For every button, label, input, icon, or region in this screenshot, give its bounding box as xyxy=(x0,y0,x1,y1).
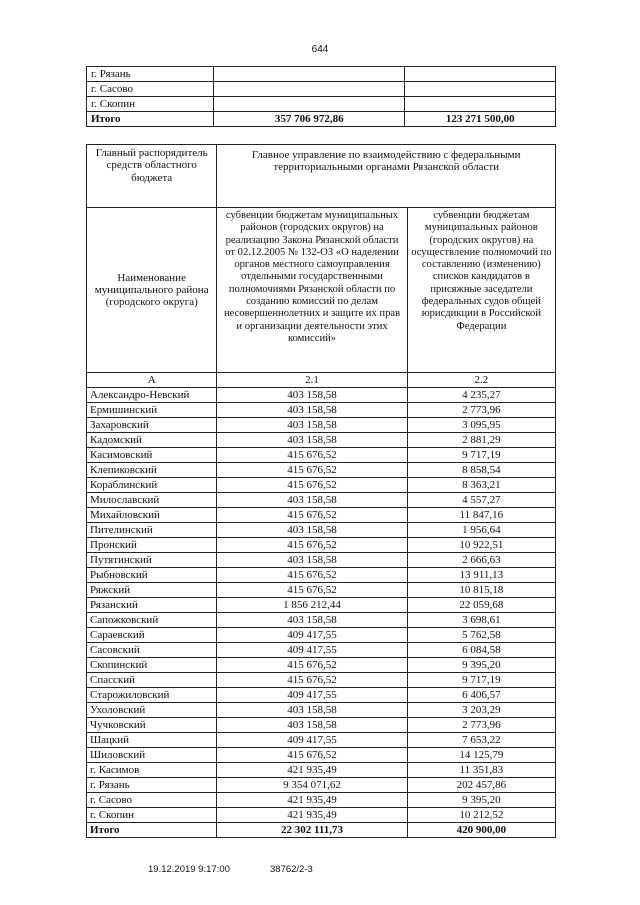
table-row xyxy=(87,733,556,748)
value-col1: 409 417,55 xyxy=(217,643,407,658)
district-name: Михайловский xyxy=(87,508,217,523)
value-col1: 421 935,49 xyxy=(217,793,407,808)
table-row xyxy=(87,643,556,658)
value-col2: 11 847,16 xyxy=(407,508,555,523)
table-row xyxy=(87,403,556,418)
value-col1: 415 676,52 xyxy=(217,478,407,493)
value-col2: 11 351,83 xyxy=(407,763,555,778)
table-row xyxy=(87,538,556,553)
district-name: Шацкий xyxy=(87,733,217,748)
value-col2: 3 095,95 xyxy=(407,418,555,433)
district-name: Касимовский xyxy=(87,448,217,463)
value-col2: 13 911,13 xyxy=(407,568,555,583)
value-col1: 403 158,58 xyxy=(217,703,407,718)
value-col1: 403 158,58 xyxy=(217,553,407,568)
district-name: Путятинский xyxy=(87,553,217,568)
col1-description: субвенции бюджетам муниципальных районов (городских округов) на реализацию Закона Рязанской области от 02.12.2005 № 132-ОЗ «О наделении органов местного самоуправления отдельными государственными полномочиями Рязанской области по созданию комиссий по делам несовершеннолетних и защите их прав и организации деятельности этих комиссий» xyxy=(217,208,407,373)
value-col1: 403 158,58 xyxy=(217,403,407,418)
table-row xyxy=(87,388,556,403)
table-row xyxy=(87,448,556,463)
value-col2: 2 881,29 xyxy=(407,433,555,448)
page-number: 644 xyxy=(311,44,329,55)
district-name: г. Рязань xyxy=(87,778,217,793)
district-name: Сапожковский xyxy=(87,613,217,628)
index-a: А xyxy=(87,373,217,388)
total-col1: 22 302 111,73 xyxy=(217,823,407,838)
value-col1 xyxy=(213,67,404,82)
table-row xyxy=(87,658,556,673)
table-row xyxy=(87,703,556,718)
table-row xyxy=(87,67,556,82)
district-name: Захаровский xyxy=(87,418,217,433)
total-label: Итого xyxy=(87,112,214,127)
value-col2: 6 406,57 xyxy=(407,688,555,703)
value-col2: 9 395,20 xyxy=(407,793,555,808)
value-col2: 6 084,58 xyxy=(407,643,555,658)
table-row xyxy=(87,748,556,763)
district-name: г. Сасово xyxy=(87,793,217,808)
value-col2: 3 698,61 xyxy=(407,613,555,628)
table-row xyxy=(87,463,556,478)
footer-doc-id: 38762/2-3 xyxy=(270,864,313,875)
district-label: Наименование муниципального района (городского округа) xyxy=(87,208,217,373)
total-label: Итого xyxy=(87,823,217,838)
table-row xyxy=(87,628,556,643)
table-row xyxy=(87,808,556,823)
index-2-2: 2.2 xyxy=(407,373,555,388)
value-col2: 8 858,54 xyxy=(407,463,555,478)
value-col1: 409 417,55 xyxy=(217,628,407,643)
value-col2 xyxy=(405,82,556,97)
value-col1: 403 158,58 xyxy=(217,718,407,733)
district-name: Ряжский xyxy=(87,583,217,598)
district-name: Пронский xyxy=(87,538,217,553)
table-row xyxy=(87,82,556,97)
top-table-body xyxy=(87,67,556,127)
district-name: Сасовский xyxy=(87,643,217,658)
value-col1: 421 935,49 xyxy=(217,763,407,778)
value-col1: 403 158,58 xyxy=(217,523,407,538)
table-row xyxy=(87,793,556,808)
top-continuation-table xyxy=(86,66,556,127)
table-row xyxy=(87,778,556,793)
distributor-value: Главное управление по взаимодействию с федеральными территориальными органами Рязанской области xyxy=(217,145,556,208)
district-name: Шиловский xyxy=(87,748,217,763)
district-name: Скопинский xyxy=(87,658,217,673)
district-name: Ермишинский xyxy=(87,403,217,418)
value-col1: 415 676,52 xyxy=(217,448,407,463)
table-row xyxy=(87,523,556,538)
value-col1 xyxy=(213,82,404,97)
value-col2: 14 125,79 xyxy=(407,748,555,763)
value-col2: 202 457,86 xyxy=(407,778,555,793)
value-col2: 9 717,19 xyxy=(407,673,555,688)
table-row xyxy=(87,613,556,628)
value-col1: 415 676,52 xyxy=(217,508,407,523)
table-row xyxy=(87,763,556,778)
index-2-1: 2.1 xyxy=(217,373,407,388)
district-name: Спасский xyxy=(87,673,217,688)
value-col1: 415 676,52 xyxy=(217,538,407,553)
district-name: Клепиковский xyxy=(87,463,217,478)
value-col2: 9 395,20 xyxy=(407,658,555,673)
district-name: г. Касимов xyxy=(87,763,217,778)
distributor-label: Главный распорядитель средств областного бюджета xyxy=(87,145,217,208)
district-name: Старожиловский xyxy=(87,688,217,703)
table-row xyxy=(87,673,556,688)
district-name: Ухоловский xyxy=(87,703,217,718)
district-name: Кораблинский xyxy=(87,478,217,493)
district-name: Рыбновский xyxy=(87,568,217,583)
value-col1: 409 417,55 xyxy=(217,733,407,748)
value-col2: 2 773,96 xyxy=(407,718,555,733)
value-col2: 22 059,68 xyxy=(407,598,555,613)
district-name: г. Скопин xyxy=(87,808,217,823)
table-row xyxy=(87,493,556,508)
value-col1: 415 676,52 xyxy=(217,748,407,763)
value-col2 xyxy=(405,67,556,82)
value-col1: 403 158,58 xyxy=(217,418,407,433)
table-row xyxy=(87,418,556,433)
table-row xyxy=(87,568,556,583)
value-col2: 5 762,58 xyxy=(407,628,555,643)
value-col1: 415 676,52 xyxy=(217,463,407,478)
district-name: г. Сасово xyxy=(87,82,214,97)
district-name: г. Рязань xyxy=(87,67,214,82)
value-col2: 1 956,64 xyxy=(407,523,555,538)
value-col2: 9 717,19 xyxy=(407,448,555,463)
total-col1: 357 706 972,86 xyxy=(213,112,404,127)
value-col2: 4 557,27 xyxy=(407,493,555,508)
value-col1: 415 676,52 xyxy=(217,568,407,583)
district-name: Милославский xyxy=(87,493,217,508)
table-row xyxy=(87,598,556,613)
value-col1: 415 676,52 xyxy=(217,658,407,673)
value-col2: 4 235,27 xyxy=(407,388,555,403)
total-col2: 420 900,00 xyxy=(407,823,555,838)
table-row xyxy=(87,508,556,523)
value-col2: 10 212,52 xyxy=(407,808,555,823)
table-row xyxy=(87,553,556,568)
value-col1: 403 158,58 xyxy=(217,388,407,403)
value-col2 xyxy=(405,97,556,112)
district-name: г. Скопин xyxy=(87,97,214,112)
value-col1: 403 158,58 xyxy=(217,433,407,448)
table-row xyxy=(87,583,556,598)
column-index-row xyxy=(87,373,556,388)
value-col1: 9 354 071,62 xyxy=(217,778,407,793)
value-col2: 7 653,22 xyxy=(407,733,555,748)
value-col2: 8 363,21 xyxy=(407,478,555,493)
value-col1: 415 676,52 xyxy=(217,673,407,688)
value-col2: 2 666,63 xyxy=(407,553,555,568)
value-col2: 10 922,51 xyxy=(407,538,555,553)
column-header-row xyxy=(87,208,556,373)
table-row xyxy=(87,433,556,448)
table-row xyxy=(87,478,556,493)
total-col2: 123 271 500,00 xyxy=(405,112,556,127)
value-col2: 10 815,18 xyxy=(407,583,555,598)
district-name: Чучковский xyxy=(87,718,217,733)
subvention-table xyxy=(86,144,556,838)
value-col1: 415 676,52 xyxy=(217,583,407,598)
value-col1: 403 158,58 xyxy=(217,613,407,628)
district-name: Александро-Невский xyxy=(87,388,217,403)
district-name: Пителинский xyxy=(87,523,217,538)
value-col1: 403 158,58 xyxy=(217,493,407,508)
table-row xyxy=(87,97,556,112)
total-row xyxy=(87,112,556,127)
district-name: Кадомский xyxy=(87,433,217,448)
district-name: Сараевский xyxy=(87,628,217,643)
value-col2: 2 773,96 xyxy=(407,403,555,418)
table-row xyxy=(87,688,556,703)
distributor-row xyxy=(87,145,556,208)
subvention-table-body xyxy=(87,145,556,838)
value-col2: 3 203,29 xyxy=(407,703,555,718)
value-col1: 421 935,49 xyxy=(217,808,407,823)
value-col1 xyxy=(213,97,404,112)
value-col1: 409 417,55 xyxy=(217,688,407,703)
district-name: Рязанский xyxy=(87,598,217,613)
value-col1: 1 856 212,44 xyxy=(217,598,407,613)
col2-description: субвенции бюджетам муниципальных районов (городских округов) на осуществление полномочий по составлению (изменению) списков кандидатов в присяжные заседатели федеральных судов общей юрисдикции в Российской Федерации xyxy=(407,208,555,373)
table-row xyxy=(87,718,556,733)
total-row xyxy=(87,823,556,838)
footer-timestamp: 19.12.2019 9:17:00 xyxy=(148,864,230,875)
